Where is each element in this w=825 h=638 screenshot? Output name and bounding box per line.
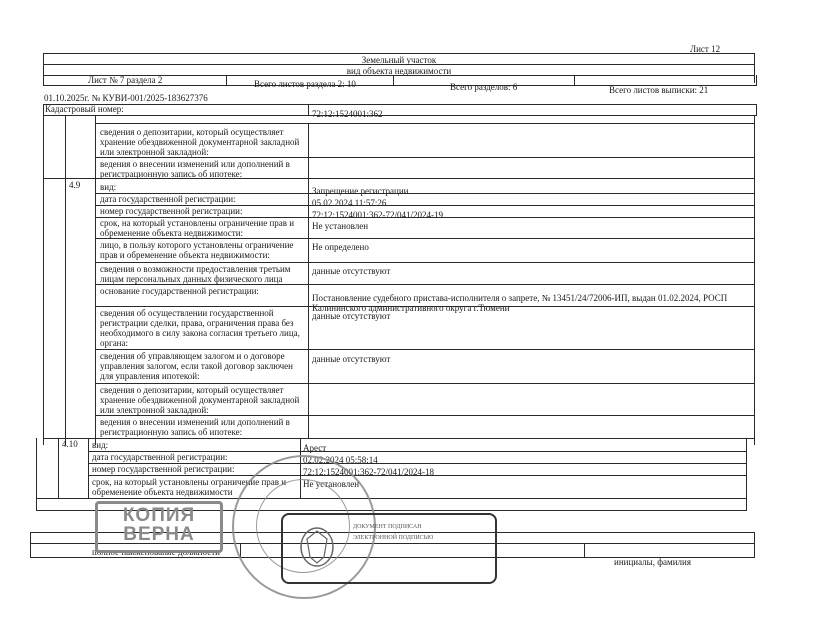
electronic-signature-stamp — [281, 513, 497, 584]
rule — [43, 64, 755, 65]
rule — [58, 438, 59, 498]
row-label: основание государственной регистрации: — [100, 286, 259, 296]
rule — [308, 104, 309, 115]
total-sheets-extract: Всего листов выписки: 21 — [609, 85, 709, 95]
section-number-4-9: 4.9 — [69, 180, 81, 190]
row-label: срок, на который установлены ограничение прав и обременение объекта недвижимости — [92, 477, 287, 497]
cadastral-value: 72:12:1524001:362 — [312, 109, 383, 119]
rule — [30, 532, 31, 558]
rule — [308, 123, 309, 178]
rule — [754, 115, 755, 445]
rule — [95, 383, 754, 384]
object-kind: вид объекта недвижимости — [346, 66, 452, 76]
row-value: данные отсутствуют — [312, 311, 391, 321]
row-value: 05.02.2024 11:57:26 — [312, 198, 387, 208]
rule — [754, 532, 755, 558]
rule — [95, 306, 754, 307]
row-value: Запрещение регистрации — [312, 186, 409, 196]
rule — [584, 543, 585, 558]
emblem-icon — [297, 525, 337, 569]
rule — [95, 238, 754, 239]
row-label: дата государственной регистрации: — [100, 194, 236, 204]
rule — [95, 349, 754, 350]
rule — [88, 438, 89, 498]
ecp-title: ДОКУМЕНТ ПОДПИСАН — [353, 524, 422, 530]
rule — [393, 75, 394, 86]
row-label: сведения об управляющем залогом и о договоре управления залогом, если такой договор заключен для управления ипотекой: — [100, 351, 293, 381]
rule — [43, 115, 44, 445]
rule — [574, 75, 575, 86]
stamp-copy-line1: КОПИЯ — [122, 505, 196, 526]
row-value: Не определено — [312, 242, 369, 252]
cadastral-row — [43, 104, 757, 116]
name-label: инициалы, фамилия — [614, 557, 691, 567]
row-value: Постановление судебного пристава-исполнителя о запрете, № 13451/24/72006-ИП, выдан 01.02.2024, РОСП Калининского административного округа г.Тюмени — [312, 293, 728, 313]
ecp-subtitle: ЭЛЕКТРОННОЙ ПОДПИСЬЮ — [353, 535, 434, 541]
row-value: 02.02.2024 05:58:14 — [303, 455, 378, 465]
row-value: Не установлен — [303, 479, 360, 489]
row-value: данные отсутствуют — [312, 354, 391, 364]
extract-date-number: 01.10.2025г. № КУВИ-001/2025-183627376 — [44, 93, 208, 103]
rule — [43, 178, 755, 179]
row-label: дата государственной регистрации: — [92, 452, 228, 462]
cadastral-label: Кадастровый номер: — [45, 104, 124, 114]
rule — [226, 75, 227, 86]
row-label: вид: — [92, 440, 109, 450]
row-label: сведения о депозитарии, который осуществляет хранение обездвиженной документарной закладной или электронной закладной: — [100, 127, 300, 157]
row-value: Не установлен — [312, 221, 369, 231]
rule — [95, 262, 754, 263]
row-value: 72:12:1524001:362-72/041/2024-19 — [312, 210, 443, 220]
sheet-of-section: Лист № 7 раздела 2 — [88, 75, 163, 85]
row-label: вид: — [100, 182, 117, 192]
row-label: ведения о внесении изменений или дополнений в регистрационную запись об ипотеке: — [100, 159, 290, 179]
row-label: ведения о внесении изменений или дополнений в регистрационную запись об ипотеке: — [100, 417, 290, 437]
row-label: номер государственной регистрации: — [100, 206, 243, 216]
row-value: 72:12:1524001:362-72/041/2024-18 — [303, 467, 434, 477]
section-number-4-10: 4.10 — [62, 439, 78, 449]
rule — [95, 415, 754, 416]
sheet-number: Лист 12 — [690, 44, 721, 54]
rule — [36, 498, 37, 510]
row-label: сведения о депозитарии, который осуществляет хранение обездвиженной документарной закладной или электронной закладной: — [100, 385, 300, 415]
row-label: лицо, в пользу которого установлены ограничение прав и обременение объекта недвижимости: — [100, 240, 294, 260]
row-value: Арест — [303, 443, 327, 453]
row-value: данные отсутствуют — [312, 266, 391, 276]
total-sections: Всего разделов: 6 — [450, 82, 518, 92]
section-title: Земельный участок — [361, 55, 437, 65]
rule — [746, 438, 747, 510]
rule — [88, 475, 747, 476]
rule — [95, 115, 96, 445]
rule — [95, 157, 754, 158]
position-label: полное наименование должности — [92, 547, 220, 557]
rule — [43, 53, 755, 54]
row-label: сведения об осуществлении государственной регистрации сделки, права, ограничения права без необходимого в силу закона согласия третьего лица, органа: — [100, 308, 300, 348]
rule — [95, 284, 754, 285]
row-label: сведения о возможности предоставления третьим лицам персональных данных физического лица — [100, 264, 291, 284]
rule — [36, 498, 747, 499]
copy-certified-stamp — [95, 501, 223, 553]
rule — [65, 115, 66, 445]
stamp-copy-line2: ВЕРНА — [123, 524, 195, 545]
row-label: срок, на который установлены ограничение прав и обременение объекта недвижимости: — [100, 218, 295, 238]
total-sheets-section: Всего листов раздела 2: 10 — [254, 79, 356, 89]
rule — [36, 438, 37, 498]
rule — [43, 438, 755, 439]
rule — [95, 123, 754, 124]
row-label: номер государственной регистрации: — [92, 464, 235, 474]
